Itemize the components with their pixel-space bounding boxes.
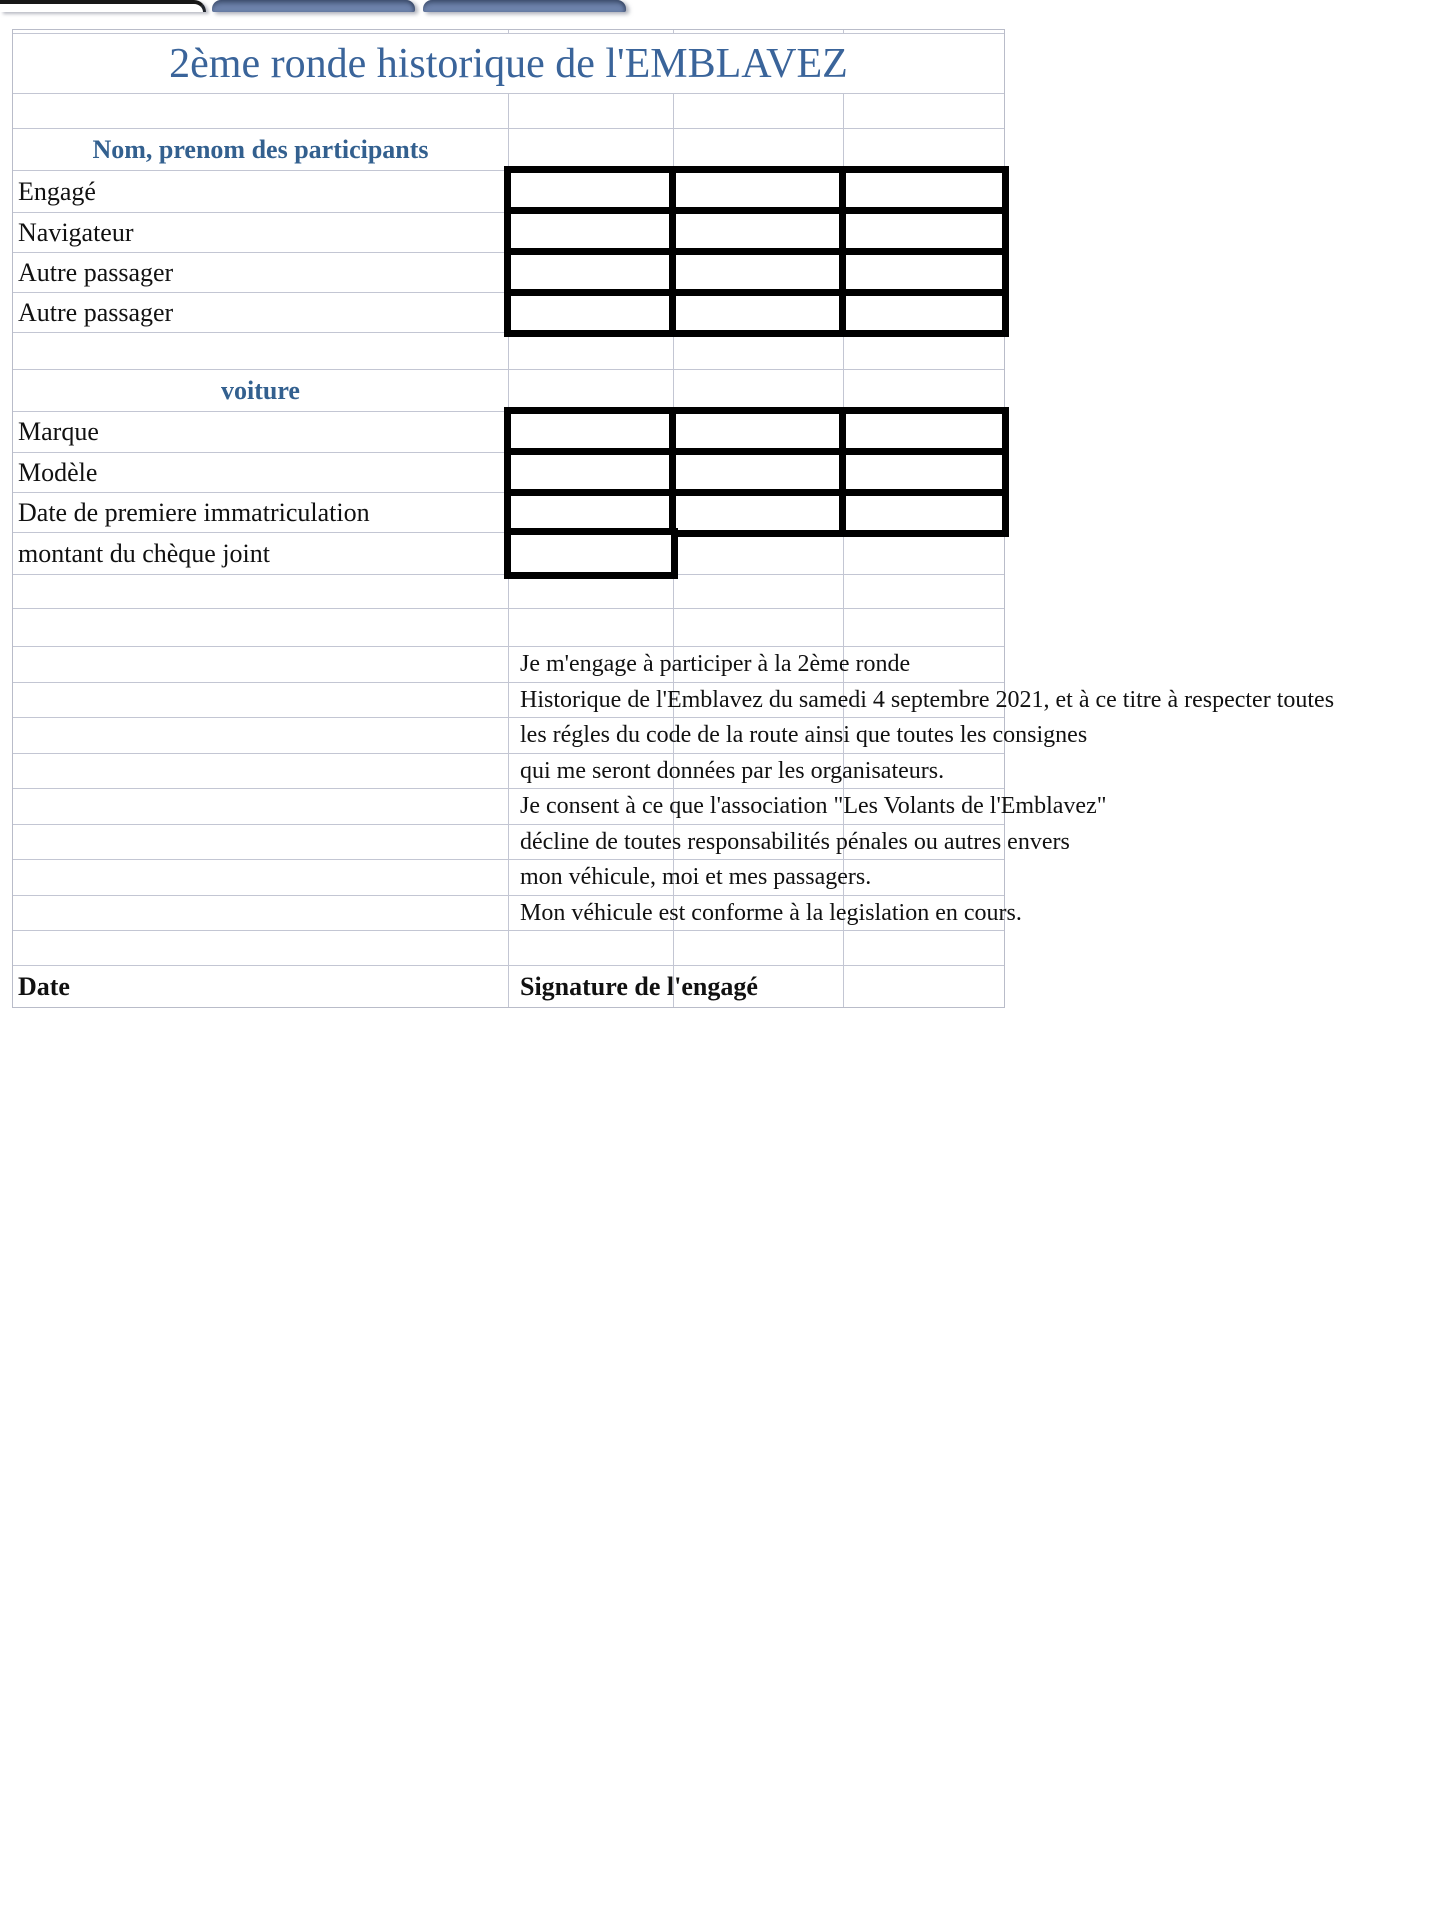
empty-cell: [844, 931, 1004, 965]
empty-cell: [13, 931, 508, 965]
signature-label-cell: [509, 966, 758, 1007]
engagement-text-line-6: décline de toutes responsabilités pénales ou autres envers: [520, 828, 1070, 855]
empty-cell: [674, 575, 843, 608]
row-label-autre-passager-1: Autre passager: [13, 253, 508, 292]
participant-field-navigateur-3[interactable]: [846, 214, 1002, 248]
engagement-text-line-2: Historique de l'Emblavez du samedi 4 septembre 2021, et à ce titre à respecter toutes: [520, 686, 1335, 713]
empty-cell: [674, 609, 843, 646]
sheet-tab-2[interactable]: [212, 0, 415, 12]
participant-field-navigateur-2[interactable]: [676, 214, 839, 248]
row-label-montant-cheque: montant du chèque joint: [13, 533, 508, 574]
participant-field-navigateur-1[interactable]: [511, 214, 669, 248]
sheet-tab-strip: [0, 0, 1439, 16]
empty-cell: [509, 609, 673, 646]
empty-cell: [844, 129, 1004, 170]
empty-cell: [13, 575, 508, 608]
vehicle-field-marque-1[interactable]: [511, 414, 669, 448]
empty-cell: [13, 896, 508, 930]
sheet-tab-3[interactable]: [423, 0, 626, 12]
participants-section-header: Nom, prenom des participants: [13, 129, 508, 170]
cheque-amount-field[interactable]: [511, 535, 671, 572]
empty-cell: [844, 575, 1004, 608]
row-label-marque: Marque: [13, 412, 508, 452]
engagement-text-line-1: Je m'engage à participer à la 2ème ronde: [520, 651, 911, 677]
empty-cell: [509, 931, 673, 965]
empty-cell: [509, 575, 673, 608]
engagement-text-line: [509, 896, 1022, 930]
participants-fields-box: [504, 166, 1009, 337]
engagement-text-line: [509, 860, 872, 895]
engagement-text-line-5: Je consent à ce que l'association "Les Volants de l'Emblavez": [520, 793, 1107, 819]
engagement-text-line: [509, 825, 1070, 859]
vehicle-field-modele-3[interactable]: [846, 455, 1002, 489]
voiture-fields-box: [504, 407, 1009, 537]
engagement-text-line: [509, 683, 1335, 717]
empty-cell: [844, 966, 1004, 1007]
empty-cell: [13, 609, 508, 646]
empty-cell: [509, 129, 673, 170]
empty-cell: [509, 94, 673, 128]
empty-cell: [13, 333, 508, 369]
empty-cell: [13, 94, 508, 128]
empty-cell: [674, 129, 843, 170]
empty-cell: [674, 533, 843, 574]
empty-cell: [844, 370, 1004, 411]
voiture-section-header: voiture: [13, 370, 508, 411]
participant-field-engage-2[interactable]: [676, 173, 839, 207]
empty-cell: [13, 718, 508, 753]
empty-cell: [844, 94, 1004, 128]
engagement-text-line-3: les régles du code de la route ainsi que toutes les consignes: [520, 722, 1088, 748]
empty-cell: [509, 30, 673, 33]
empty-cell: [844, 333, 1004, 369]
empty-cell: [13, 789, 508, 824]
date-label: Date: [13, 966, 508, 1007]
empty-cell: [13, 825, 508, 859]
engagement-text-line: [509, 647, 911, 682]
empty-cell: [844, 609, 1004, 646]
montant-field-box: [504, 528, 678, 579]
participant-field-passager2-2[interactable]: [676, 296, 839, 330]
empty-cell: [13, 754, 508, 788]
empty-cell: [844, 533, 1004, 574]
vehicle-field-modele-1[interactable]: [511, 455, 669, 489]
participant-field-passager2-3[interactable]: [846, 296, 1002, 330]
engagement-text-line: [509, 789, 1107, 824]
empty-cell: [13, 647, 508, 682]
empty-cell: [844, 30, 1004, 33]
signature-label: Signature de l'engagé: [520, 971, 758, 1001]
engagement-text-line-4: qui me seront données par les organisateurs.: [520, 757, 945, 784]
vehicle-field-marque-3[interactable]: [846, 414, 1002, 448]
participant-field-passager2-1[interactable]: [511, 296, 669, 330]
engagement-text-line: [509, 718, 1088, 753]
participant-field-passager1-1[interactable]: [511, 255, 669, 289]
vehicle-field-date-1[interactable]: [511, 496, 669, 530]
row-label-navigateur: Navigateur: [13, 213, 508, 252]
registration-form-table: [12, 29, 1335, 1008]
empty-cell: [13, 683, 508, 717]
row-label-modele: Modèle: [13, 453, 508, 492]
vehicle-field-date-3[interactable]: [846, 496, 1002, 530]
empty-cell: [509, 370, 673, 411]
row-label-engage: Engagé: [13, 171, 508, 212]
empty-cell: [13, 30, 508, 33]
vehicle-field-date-2[interactable]: [676, 496, 839, 530]
participant-field-passager1-3[interactable]: [846, 255, 1002, 289]
page-title: 2ème ronde historique de l'EMBLAVEZ: [13, 34, 1004, 93]
empty-cell: [13, 860, 508, 895]
engagement-text-line: [509, 754, 945, 788]
engagement-text-line-8: Mon véhicule est conforme à la legislation en cours.: [520, 899, 1022, 926]
vehicle-field-marque-2[interactable]: [676, 414, 839, 448]
row-label-autre-passager-2: Autre passager: [13, 293, 508, 332]
empty-cell: [674, 94, 843, 128]
row-label-date-immatriculation: Date de premiere immatriculation: [13, 493, 508, 532]
participant-field-engage-3[interactable]: [846, 173, 1002, 207]
engagement-text-line-7: mon véhicule, moi et mes passagers.: [520, 864, 872, 890]
empty-cell: [674, 931, 843, 965]
empty-cell: [674, 30, 843, 33]
empty-cell: [509, 333, 673, 369]
participant-field-engage-1[interactable]: [511, 173, 669, 207]
empty-cell: [674, 370, 843, 411]
vehicle-field-modele-2[interactable]: [676, 455, 839, 489]
empty-cell: [674, 333, 843, 369]
sheet-tab-active[interactable]: [0, 0, 206, 12]
participant-field-passager1-2[interactable]: [676, 255, 839, 289]
